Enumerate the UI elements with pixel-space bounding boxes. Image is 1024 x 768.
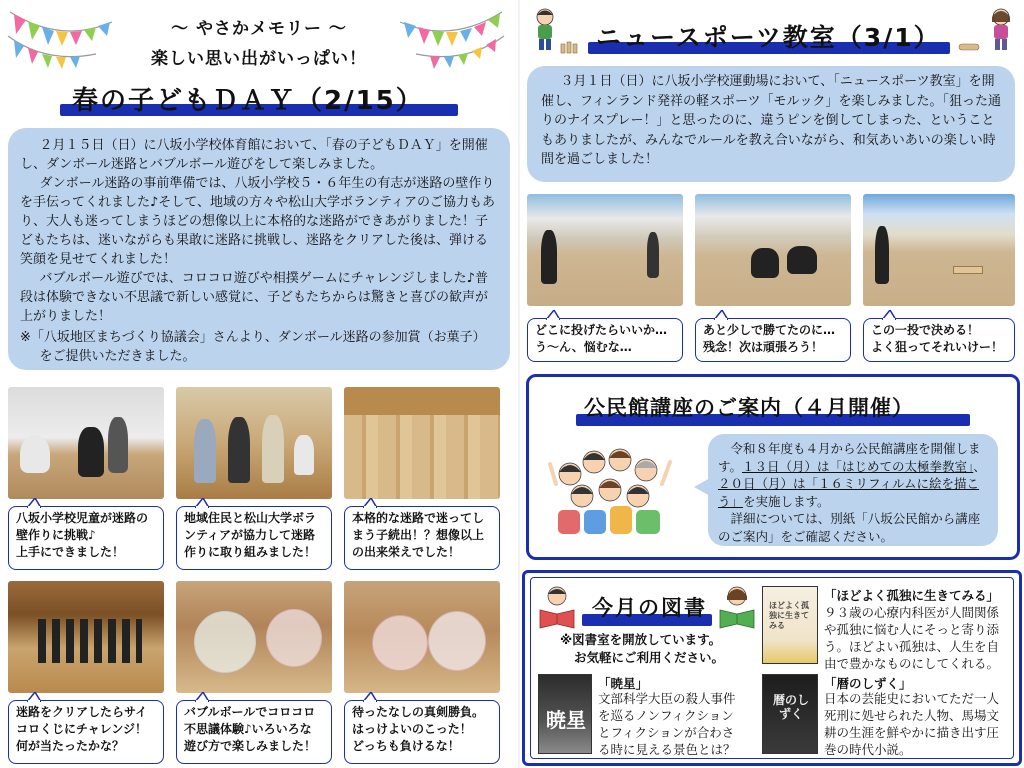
course-detail-text: 詳細については、別紙「八坂公民館から講座のご案内」をご確認ください。 xyxy=(718,511,981,544)
sports-caption-1: どこに投げたらいいか… う～ん、悩むな… xyxy=(527,318,683,362)
photo-molkky-1 xyxy=(527,194,683,306)
crowd-illustration xyxy=(548,440,674,536)
photo-molkky-2 xyxy=(695,194,851,306)
course-intro-text: 令和８年度も４月から公民館講座を開催します。 xyxy=(718,441,981,474)
book-title-koyomi: 「暦のしずく」 xyxy=(824,676,912,691)
sports-caption-3: この一投で決める！ よく狙ってそれいけー！ xyxy=(863,318,1015,362)
course-taichi-link: １３日（月）は「はじめての太極拳教室」 xyxy=(742,458,974,474)
reading-girl-icon xyxy=(716,584,758,630)
book-cover-gyousei: 暁星 xyxy=(538,674,592,754)
photo-molkky-3 xyxy=(863,194,1015,306)
course-guide-bubble: 令和８年度も４月から公民館講座を開催します。１３日（月）は「はじめての太極拳教室」、２０日（月）は「１６ミリフィルムに絵を描こう」を実施します。 詳細については、別紙「八坂公民館から講座のご案内」をご確認ください。 xyxy=(708,434,998,546)
photo-maze-wall-making xyxy=(8,387,164,499)
library-open-notice: ※図書室を開放しています。 xyxy=(560,632,722,647)
book-title-hodoyoku: 「ほどよく孤独に生きてみる」 xyxy=(824,588,1000,603)
child-girl-icon xyxy=(986,8,1016,52)
spring-event-description xyxy=(8,128,510,370)
book-cover-koyomi: 暦のしずく xyxy=(762,674,818,754)
caption-photo-2: 地域住民と松山大学ボラ ンティアが協力して迷路 作りに取り組みました！ xyxy=(176,506,332,570)
intro-note: ※「八坂地区まちづくり協議会」さんより、ダンボール迷路の参加賞（お菓子）をご提供いただきました。 xyxy=(20,330,486,364)
intro-paragraph-2: ダンボール迷路の事前準備では、八坂小学校５・６年生の有志が迷路の壁作りを手伝ってくれました♪そして、地域の方々や松山大学ボランティアのご協力もあり、大人も迷ってしまうほどの想像以上に本格的な迷路ができあがりました！子どもたちは、迷いながらも果敢に迷路に挑戦し、迷路をクリアした後は、弾ける笑顔を見せてくれました！ xyxy=(20,176,495,267)
book-desc-hodoyoku: ９３歳の心療内科医が人間関係 や孤独に悩む人にそっと寄り添 う。ほどよい孤独は、人生を自 由で豊かなものにしてくれる。 xyxy=(824,605,1000,671)
sports-caption-2: あと少しで勝てたのに… 残念！次は頑張ろう！ xyxy=(695,318,851,362)
photo-bubble-ball xyxy=(176,581,332,693)
library-welcome-notice: お気軽にご利用ください。 xyxy=(574,650,725,665)
caption-photo-3: 本格的な迷路で迷ってし まう子続出！？想像以上 の出来栄えでした！ xyxy=(344,506,500,570)
photo-volunteers-maze xyxy=(176,387,332,499)
book-desc-koyomi: 日本の芸能史においてただ一人 死刑に処せられた人物、馬場文 耕の生涯を鮮やかに描き出す圧 巻の時代小説。 xyxy=(824,691,1000,757)
intro-paragraph-3: バブルボール遊びでは、コロコロ遊びや相撲ゲームにチャレンジしました♪普段は体験できない不思議で新しい感覚に、子どもたちからは驚きと喜びの歓声が上がりました！ xyxy=(20,271,489,324)
reading-boy-icon xyxy=(536,584,578,630)
spring-kids-day-title: 春の子どもＤＡＹ（2/15） xyxy=(72,86,424,116)
new-sports-description: ３月１日（日）に八坂小学校運動場において、「ニュースポーツ教室」を開催し、フィンランド発祥の軽スポーツ「モルック」を楽しみました。「狙った通りのナイスプレー！」と思ったのに、違うピンを倒してしまった、ということもありましたが、みんなでルールを教え合いながら、和気あいあいの楽しい時間を過ごしました！ xyxy=(527,66,1015,182)
molkky-stick-icon xyxy=(958,40,980,54)
course-film-link: ２０日（月）は「１６ミリフィルムに絵を描こう」 xyxy=(718,476,980,509)
book-desc-gyousei: 文部科学大臣の殺人事件 を巡るノンフィクション とフィクションが合わさ る時に見える景色とは？ xyxy=(598,691,736,757)
photo-dice-lottery xyxy=(8,581,164,693)
photo-bubble-sumo xyxy=(344,581,500,693)
column-divider xyxy=(518,0,520,768)
book-cover-hodoyoku: ほどよく孤独に生きてみる xyxy=(762,586,818,664)
caption-photo-4: 迷路をクリアしたらサイ コロくじにチャレンジ！ 何が当たったかな？ xyxy=(8,700,164,764)
pins-icon xyxy=(560,38,578,54)
photo-cardboard-maze xyxy=(344,387,500,499)
book-title-gyousei: 「暁星」 xyxy=(598,676,649,691)
course-guide-title: 公民館講座のご案内（４月開催） xyxy=(584,396,914,420)
caption-photo-5: バブルボールでコロコロ 不思議体験♪いろいろな 遊び方で楽しみました！ xyxy=(176,700,332,764)
caption-photo-1: 八坂小学校児童が迷路の 壁作りに挑戦♪ 上手にできました！ xyxy=(8,506,164,570)
new-sports-class-title: ニュースポーツ教室（3/1） xyxy=(596,23,941,52)
memory-tagline: 楽しい思い出がいっぱい！ xyxy=(151,49,367,69)
books-of-month-title: 今月の図書 xyxy=(592,596,707,620)
child-boy-icon xyxy=(530,8,560,52)
intro-paragraph-1: ２月１５日（日）に八坂小学校体育館において、「春の子どもＤＡＹ」を開催し、ダンボール迷路とバブルボール遊びをして楽しみました。 xyxy=(20,138,488,172)
memory-subtitle: ～ やさかメモリー ～ xyxy=(171,19,347,39)
caption-photo-6: 待ったなしの真剣勝負。 はっけよいのこった！ どっちも負けるな！ xyxy=(344,700,500,764)
